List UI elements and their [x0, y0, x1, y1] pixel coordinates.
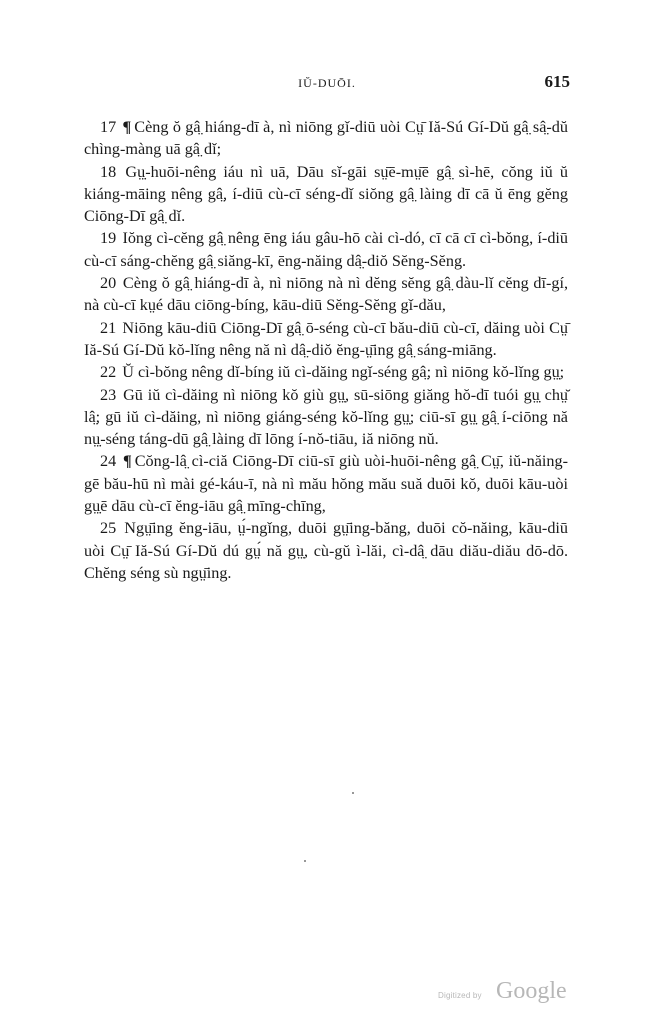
digitized-by-google-watermark [438, 978, 572, 1008]
verse-17 [84, 116, 568, 161]
page-number: 615 [544, 72, 570, 91]
verse-18 [84, 161, 568, 228]
ink-speck [352, 792, 354, 794]
verse-number: 25 [100, 519, 117, 538]
verse-text: Cèng ŏ gâ̤ hiáng-dī à, nì niōng nà nì dĕng sĕng gâ̤ dàu-lǐ cĕng dī-gí, nà cù-cī kṳé dāu ciōng-bíng, kāu-diū Sĕng-Sĕng gǐ-dău, [84, 274, 569, 315]
verse-number: 20 [100, 274, 117, 293]
verse-text: Niōng kāu-diū Ciōng-Dī gâ̤ ō-séng cù-cī bău-diū cù-cī, dăing uòi Cṳ̄ Iă-Sú Gí-Dŭ kŏ-lǐng nêng nă nì dâ̤-diŏ ĕng-ṳ̄ing gâ̤ sáng-miāng. [84, 318, 568, 359]
verse-text: Cŏng-lâ̤ cì-ciă Ciōng-Dī ciū-sī giù uòi-huōi-nêng gâ̤ Cṳ̄, iŭ-năing-gē bău-hū nì mài gé-káu-ī, nà nì mău hŏng mău suă duōi kŏ, duōi kāu-uòi gṳ̣ē dāu cù-cī ĕng-iāu gâ̤ mīng-chīng, [84, 452, 569, 516]
verse-23 [84, 384, 568, 451]
running-title: IŬ-DUŌI. [298, 76, 356, 90]
verse-text: Iŏng cì-cĕng gâ̤ nêng ēng iáu gâu-hō cài cì-dó, cī cā cī cì-bŏng, í-diū cù-cī sáng-chĕng gâ̤ siăng-kī, ēng-năing dâ̤-diŏ Sĕng-Sĕng. [84, 229, 568, 270]
running-header [0, 72, 654, 94]
verse-24 [84, 450, 568, 517]
verse-20 [84, 272, 568, 317]
verse-number: 18 [100, 162, 117, 181]
verse-number: 23 [100, 385, 117, 404]
verse-number: 21 [100, 318, 117, 337]
verse-19 [84, 227, 568, 272]
verse-number: 19 [100, 229, 117, 248]
watermark-small-text: Digitized by [438, 991, 482, 1000]
pilcrow-mark: ¶ [122, 118, 132, 136]
verse-25 [84, 517, 568, 584]
verse-number: 17 [100, 118, 117, 136]
verse-text: Ngṳ̄ing ĕng-iāu, ṳ́-ngǐng, duōi gṳ̄ing-băng, duōi cŏ-năing, kāu-diū uòi Cṳ̄ Iă-Sú Gí-Dŭ dú gṳ́ nă gṳ̣, cù-gŭ ì-lăi, cì-dâ̤ dāu diău-diău dō-dō. Chĕng séng sù ngṳ̄ing. [84, 519, 569, 582]
verse-text: Gṳ̣-huōi-nêng iáu nì uā, Dāu sǐ-gāi sṳ̄ē-mṳ̄ē gâ̤ sì-hē, cŏng iŭ ŭ kiáng-māing nêng gâ̤, í-diū cù-cī séng-dǐ siŏng gâ̤ làing dī cā ŭ ēng gĕng Ciōng-Dī gâ̤ dǐ. [84, 162, 568, 226]
verse-21 [84, 317, 568, 362]
verse-text: Cèng ŏ gâ̤ hiáng-dī à, nì niōng gǐ-diū uòi Cṳ̄ Iă-Sú Gí-Dŭ gâ̤ sâ̤-dŭ chìng-màng uā gâ̤ dǐ; [84, 118, 568, 159]
ink-speck [304, 860, 306, 862]
verse-text: Gū iŭ cì-dăing nì niōng kŏ giù gṳ̣, sū-siōng giăng hŏ-dī tuói gṳ̣ chṳ̆ lâ̤; gū iŭ cì-dăing, nì niōng giáng-séng kŏ-lǐng gṳ̣; ciū-sī gṳ̣ gâ̤ í-ciōng nă nṳ̣-séng táng-dū gâ̤ làing dī lōng í-nŏ-tiāu, iă niōng nŭ. [84, 385, 569, 449]
verse-text: Ŭ cì-bŏng nêng dǐ-bíng iŭ cì-dăing ngǐ-séng gâ̤; nì niōng kŏ-lǐng gṳ̣; [122, 363, 565, 382]
google-logo: Google [496, 978, 567, 1004]
verse-number: 24 [100, 452, 117, 471]
verse-22 [84, 361, 568, 383]
text-body [84, 116, 568, 584]
pilcrow-mark: ¶ [122, 452, 132, 471]
verse-number: 22 [100, 363, 117, 382]
